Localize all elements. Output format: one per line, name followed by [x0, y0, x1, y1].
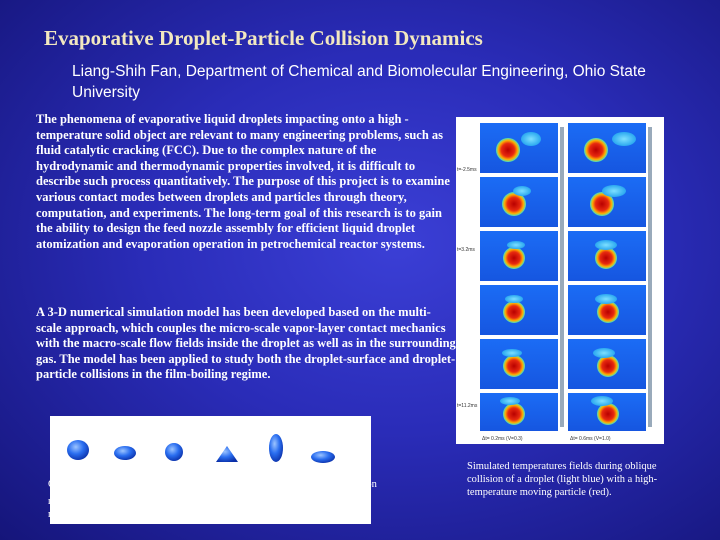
- slide-title: Evaporative Droplet-Particle Collision Dynamics: [44, 26, 483, 50]
- row-label-2: t=3.2ms: [457, 247, 475, 253]
- temperature-field-figure: [456, 117, 664, 444]
- row-label-1: t=-2.5ms: [457, 167, 477, 173]
- intro-paragraph: The phenomena of evaporative liquid droplets impacting onto a high -temperature solid object are relevant to many engineering problems, such as fluid catalytic cracking (FCC). Due to the complex nature of the hydrodynamic and thermodynamic properties involved, it is difficult to describe such process quantitatively. The purpose of this project is to examine various contact modes between droplets and particles through theory, computation, and experiments. The long-term goal of this research is to gain the ability to design the feed nozzle assembly for efficient liquid droplet atomization and evaporation operation in petrochemical reactor systems.: [36, 112, 450, 251]
- author-affiliation: Liang-Shih Fan, Department of Chemical and Biomolecular Engineering, Ohio State University: [72, 63, 646, 101]
- impact-sequence: [67, 434, 335, 463]
- panel-footer-right: Δt= 0.6ms (V=1.0): [570, 436, 611, 442]
- right-figure-caption: Simulated temperatures fields during oblique collision of a droplet (light blue) with a high-temperature moving particle (red).: [467, 461, 658, 498]
- left-figure-caption: Oblique impact of a water droplet upon a flat surface $(We_n=6)$. The simulation results correspond to t= -2.6ms, 2.4 ms, 10.0 ms, 14.0 ms, 19.0 ms, and 24.0 ms, respectively.: [48, 479, 377, 521]
- model-paragraph: A 3-D numerical simulation model has been developed based on the multi-scale approach, which couples the micro-scale vapor-layer contact mechanics with the macro-scale flow fields inside the droplet as well as in the surrounding gas. The model has been applied to study both the droplet-surface and droplet-particle collisions in the film-boiling regime.: [36, 305, 456, 382]
- row-label-3: t=11.2ms: [457, 403, 478, 409]
- panel-footer-left: Δt= 0.2ms (V=0.3): [482, 436, 523, 442]
